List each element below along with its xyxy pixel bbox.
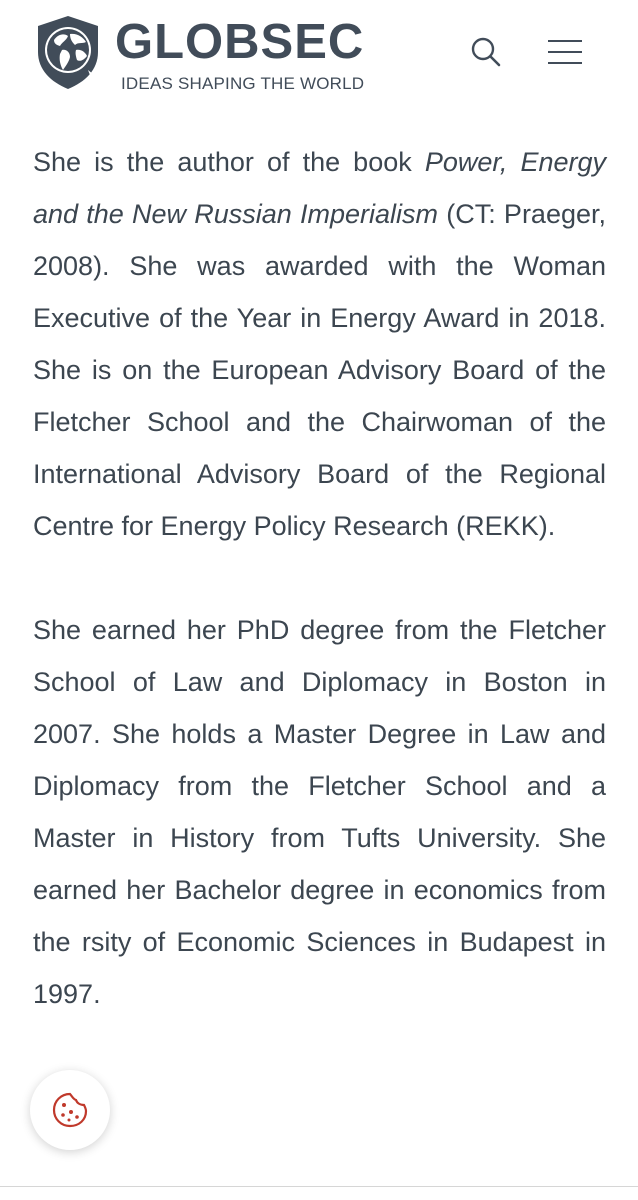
bio-paragraph-author [33,136,606,552]
site-header [0,0,638,112]
hamburger-menu-icon [548,40,582,42]
menu-button[interactable] [548,38,584,66]
bottom-divider [0,1186,638,1187]
bio-text-visible: rsity of Economic Sciences in Budapest in 1997. [33,927,606,1009]
bio-text: She is the author of the book [33,147,425,177]
bio-text: She earned her PhD degree from the Fletcher School of Law and Diplomacy in Boston in 2007. She holds a Master Degree in Law and Diplomacy from the Fletcher School and a Master in History from Tufts University. She earned her Bachelor degree in economics from the [33,615,606,957]
cookie-settings-button[interactable] [30,1070,110,1150]
brand-tagline: IDEAS SHAPING THE WORLD [121,74,365,93]
brand-name[interactable]: GLOBSEC [115,15,365,69]
bio-text: (CT: Praeger, 2008). She was awarded with the Woman Executive of the Year in Energy Award in 2018. She is on the European Advisory Board of the Fletcher School and the Chairwoman of the International Advisory Board of the Regional Centre for Energy Policy Research (REKK). [33,199,606,541]
hamburger-menu-icon-bar-3 [548,62,582,64]
search-button[interactable] [470,36,502,68]
bio-content [33,136,606,1020]
book-title: Power, Energy and the New Russian Imperialism [33,147,607,229]
globsec-logo-icon[interactable] [32,12,104,92]
bio-paragraph-education [33,604,606,1020]
cookie-icon [51,1091,89,1129]
search-icon [470,36,502,68]
hamburger-menu-icon-bar-2 [548,51,582,53]
